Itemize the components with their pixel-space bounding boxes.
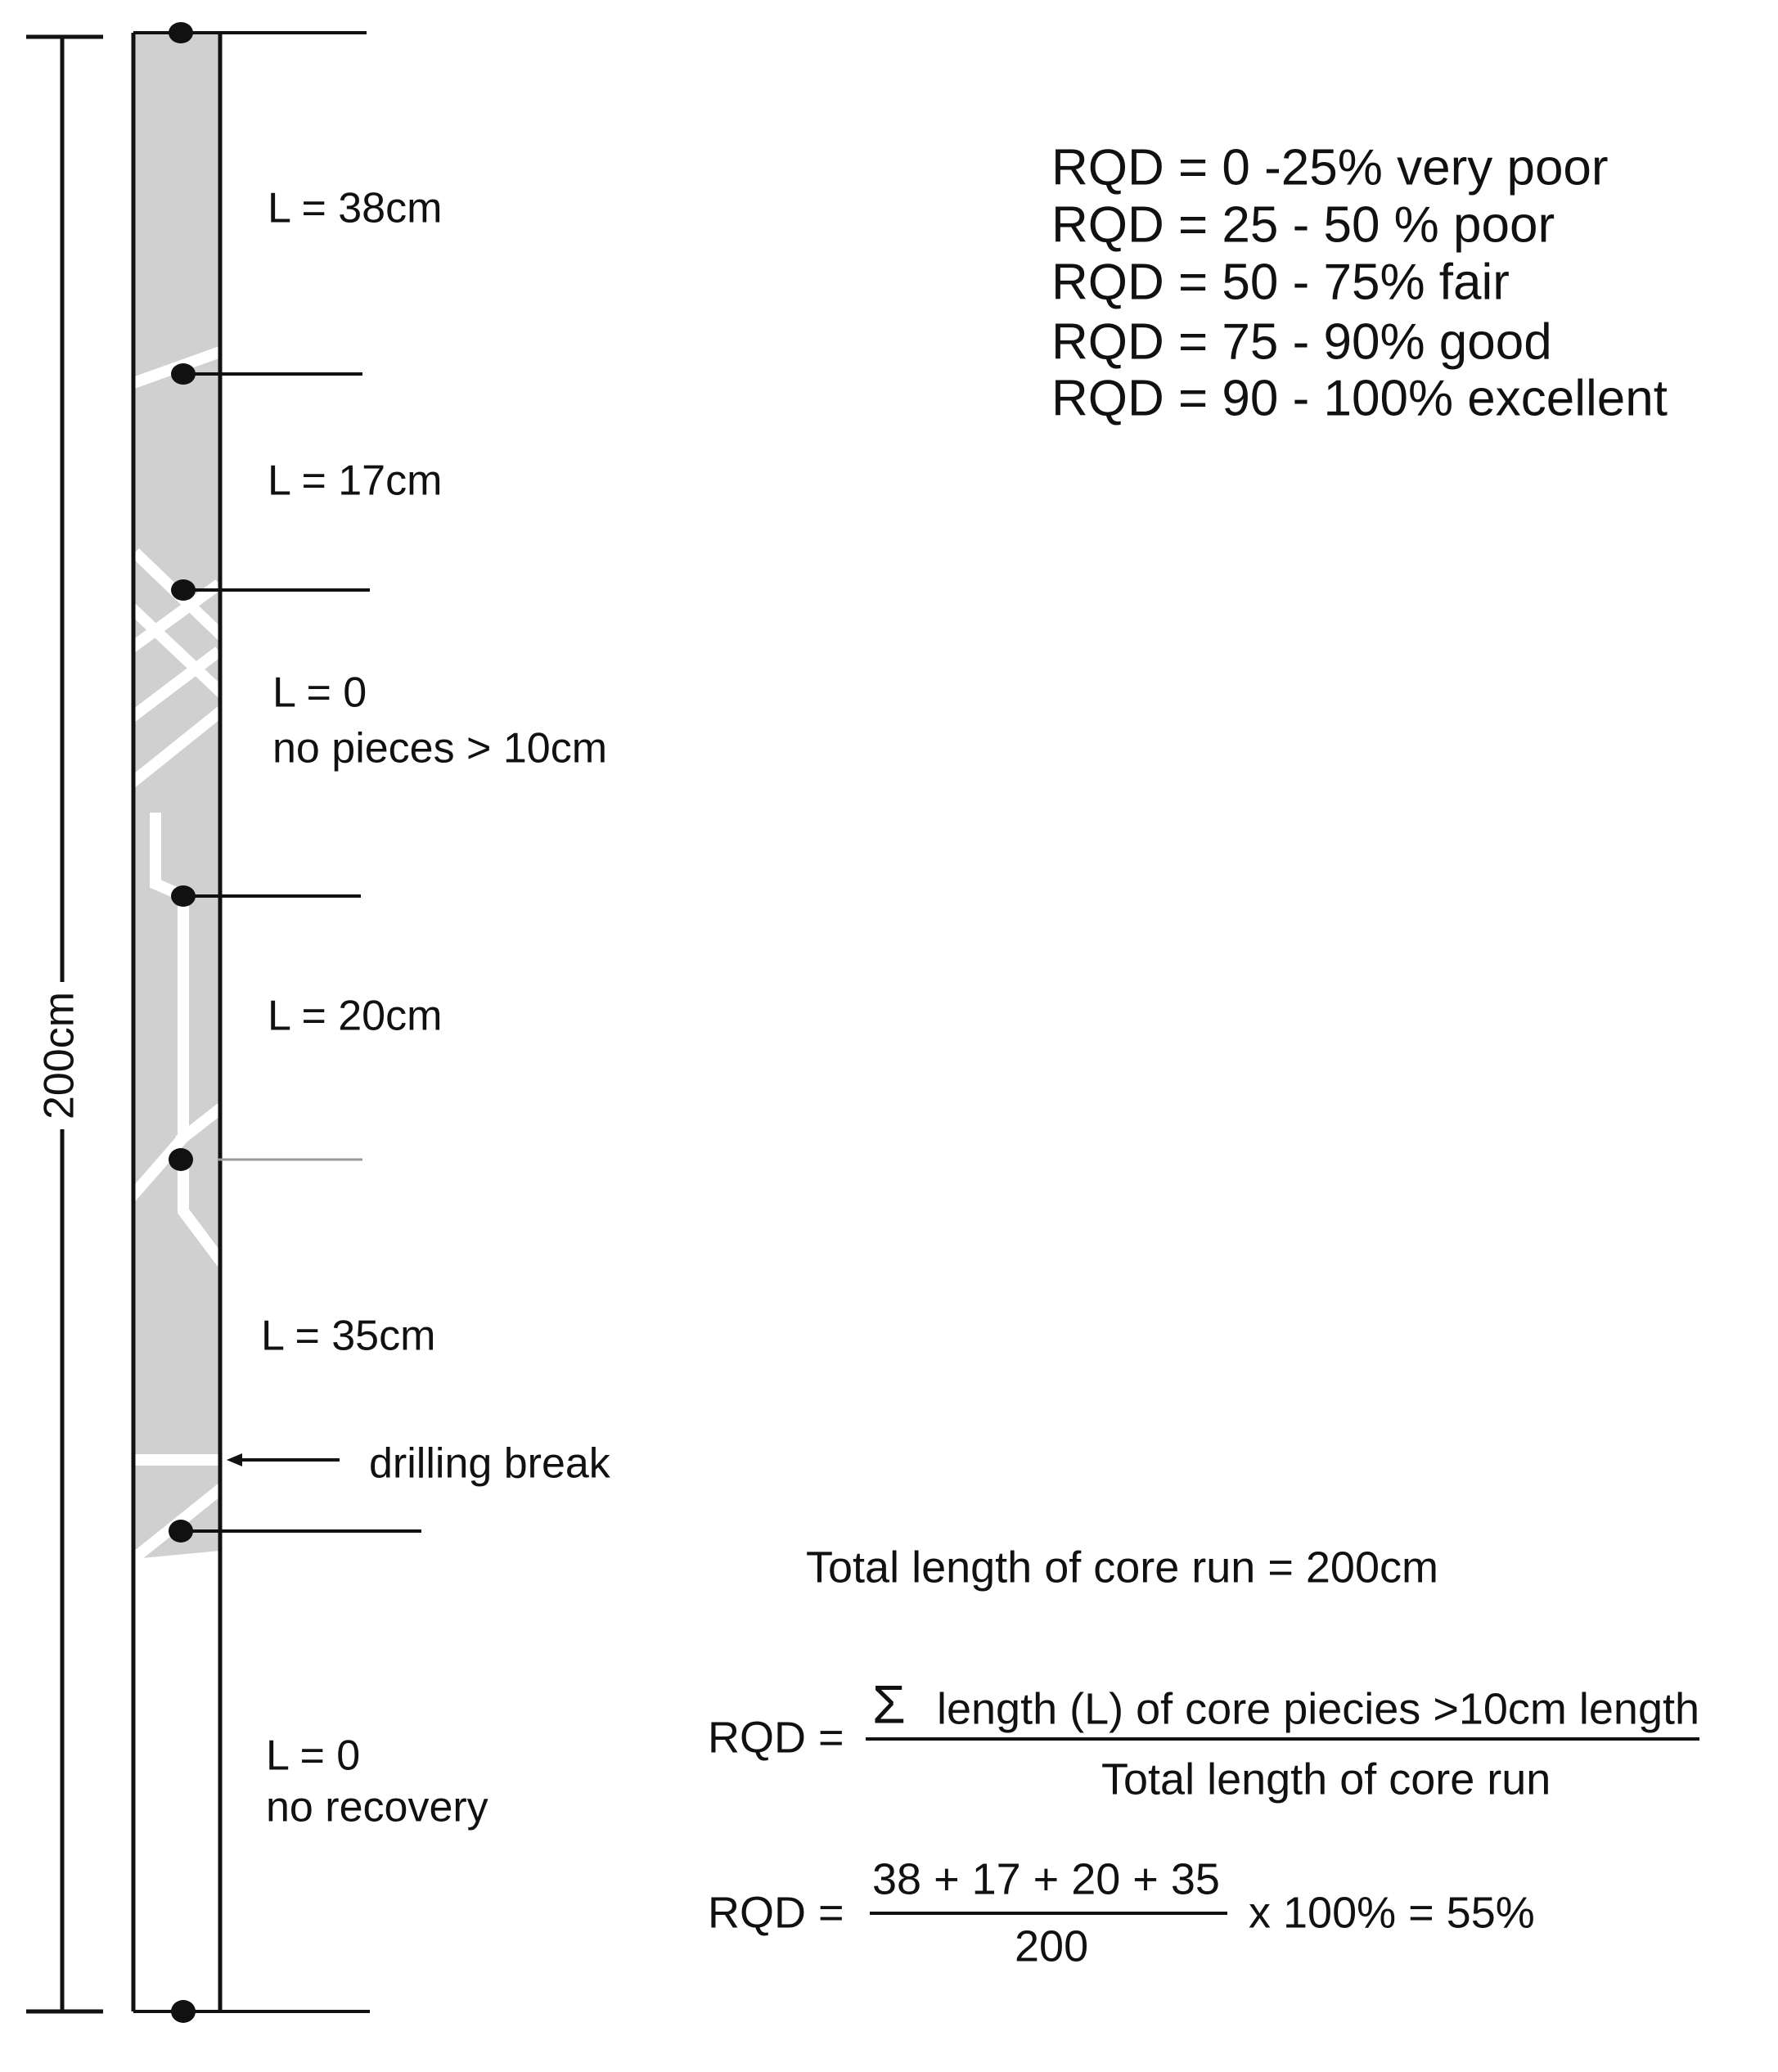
rqd-formula [708, 1673, 1699, 1804]
segment-note: no pieces > 10cm [272, 724, 608, 772]
segment-label: L = 38cm [268, 184, 443, 232]
drilling-break-arrow-icon [227, 1453, 340, 1466]
formula-denominator: Total length of core run [1101, 1754, 1551, 1804]
rqd-classification [1051, 139, 1668, 426]
sigma-symbol: Σ [872, 1673, 906, 1735]
segment-label: L = 17cm [268, 457, 443, 505]
drilling-break-label: drilling break [369, 1439, 610, 1488]
core-column [133, 33, 220, 2011]
segment-label: L = 20cm [268, 992, 443, 1040]
calculation-result: x 100% = 55% [1249, 1888, 1535, 1938]
total-length-text: Total length of core run = 200cm [806, 1543, 1438, 1592]
segment-label: L = 35cm [261, 1312, 436, 1360]
rqd-class: RQD = 0 -25% very poor [1051, 139, 1609, 196]
segment-note: no recovery [266, 1783, 488, 1831]
formula-lhs: RQD = [708, 1713, 844, 1763]
rqd-class: RQD = 90 - 100% excellent [1051, 370, 1668, 427]
dimension-label: 200cm [35, 991, 83, 1120]
segment-label: L = 0 [266, 1732, 361, 1780]
calculation-numerator: 38 + 17 + 20 + 35 [872, 1854, 1220, 1904]
rqd-class: RQD = 25 - 50 % poor [1051, 196, 1555, 254]
formula-numerator: length (L) of core piecies >10cm length [937, 1684, 1700, 1734]
rqd-class: RQD = 75 - 90% good [1051, 313, 1552, 371]
calculation-lhs: RQD = [708, 1888, 844, 1938]
segment-label: L = 0 [272, 669, 367, 717]
rqd-class: RQD = 50 - 75% fair [1051, 254, 1510, 311]
calculation-denominator: 200 [1015, 1921, 1089, 1971]
rqd-calculation [708, 1854, 1535, 1971]
